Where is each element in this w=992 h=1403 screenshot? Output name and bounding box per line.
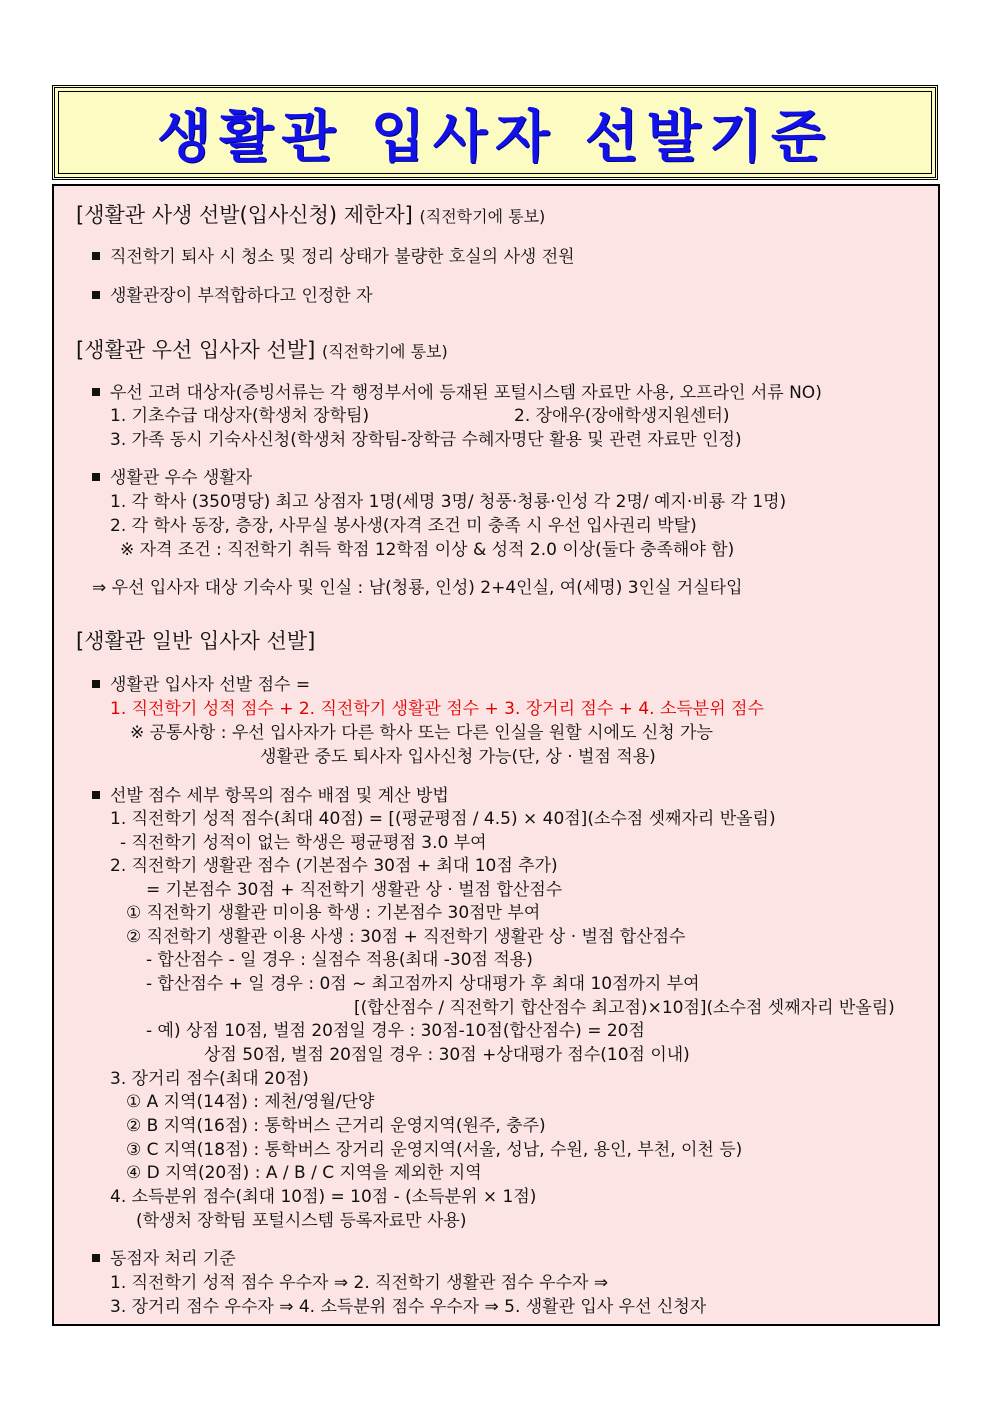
detail-3: 3. 장거리 점수(최대 20점) [110,1069,309,1089]
bullet-icon [92,1254,100,1262]
detail-3a: ① A 지역(14점) : 제천/영월/단양 [126,1092,375,1112]
priority-arrow-line: ⇒ 우선 입사자 대상 기숙사 및 인실 : 남(청룡, 인성) 2+4인실, 여(세명) 3인실 거실타입 [92,578,743,598]
list-item [92,1248,236,1270]
bullet-icon [92,291,100,299]
content-box [52,184,940,1326]
excellent-head: 생활관 우수 생활자 [110,468,253,488]
excellent-3: ※ 자격 조건 : 직전학기 취득 학점 12학점 이상 & 성적 2.0 이상(둘다 충족해야 함) [120,540,735,560]
detail-3d: ④ D 지역(20점) : A / B / C 지역을 제외한 지역 [126,1163,482,1183]
title-box [52,85,938,180]
priority-note: (직전학기에 통보) [321,342,448,361]
list-item [92,674,310,696]
list-item [92,467,252,489]
score-formula: 1. 직전학기 성적 점수 + 2. 직전학기 생활관 점수 + 3. 장거리 점수 + 4. 소득분위 점수 [110,699,764,719]
detail-2e: - 합산점수 + 일 경우 : 0점 ~ 최고점까지 상대평가 후 최대 10점까지 부여 [146,974,700,994]
detail-2d: - 합산점수 - 일 경우 : 실점수 적용(최대 -30점 적용) [146,950,533,970]
tie-2: 3. 장거리 점수 우수자 ⇒ 4. 소득분위 점수 우수자 ⇒ 5. 생활관 입사 우선 신청자 [110,1297,707,1317]
list-item [92,382,822,404]
detail-4a: (학생처 장학팀 포털시스템 등록자료만 사용) [136,1211,467,1231]
detail-1a: - 직전학기 성적이 없는 학생은 평균평점 3.0 부여 [120,833,487,853]
priority-target-3: 3. 가족 동시 기숙사신청(학생처 장학팀-장학금 수혜자명단 활용 및 관련 자료만 인정) [110,430,742,450]
bullet-icon [92,252,100,260]
priority-heading-text: [생활관 우선 입사자 선발] [76,338,316,362]
detail-2c: ② 직전학기 생활관 이용 사생 : 30점 + 직전학기 생활관 상 · 벌점 합산점수 [126,927,686,947]
detail-1: 1. 직전학기 성적 점수(최대 40점) = [(평균평점 / 4.5) × 40점](소수점 셋째자리 반올림) [110,809,776,829]
detail-2g: - 예) 상점 10점, 벌점 20점일 경우 : 30점-10점(합산점수) = 20점 [146,1021,645,1041]
detail-2: 2. 직전학기 생활관 점수 (기본점수 30점 + 최대 10점 추가) [110,856,558,876]
restriction-heading-text: [생활관 사생 선발(입사신청) 제한자] [76,203,413,227]
detail-4: 4. 소득분위 점수(최대 10점) = 10점 - (소득분위 × 1점) [110,1187,537,1207]
detail-2h: 상점 50점, 벌점 20점일 경우 : 30점 +상대평가 점수(10점 이내) [204,1045,690,1065]
excellent-1: 1. 각 학사 (350명당) 최고 상점자 1명(세명 3명/ 청풍·청룡·인성 각 2명/ 예지·비룡 각 1명) [110,492,787,512]
detail-2f: [(합산점수 / 직전학기 합산점수 최고점)×10점](소수점 셋째자리 반올림) [354,998,895,1018]
bullet-icon [92,791,100,799]
priority-target-2: 2. 장애우(장애학생지원센터) [514,406,730,426]
bullet-icon [92,388,100,396]
list-item-text: 직전학기 퇴사 시 청소 및 정리 상태가 불량한 호실의 사생 전원 [110,247,575,267]
general-heading [76,630,315,652]
tie-head: 동점자 처리 기준 [110,1249,236,1269]
list-item [92,285,373,307]
list-item [92,246,575,268]
general-heading-text: [생활관 일반 입사자 선발] [76,629,316,653]
priority-heading [76,339,448,363]
detail-2a: = 기본점수 30점 + 직전학기 생활관 상 · 벌점 합산점수 [146,880,563,900]
detail-2b: ① 직전학기 생활관 미이용 학생 : 기본점수 30점만 부여 [126,903,541,923]
detail-head: 선발 점수 세부 항목의 점수 배점 및 계산 방법 [110,786,449,806]
list-item-text: 생활관장이 부적합하다고 인정한 자 [110,286,373,306]
page-title: 생활관 입사자 선발기준 [157,104,833,170]
common-note-1: ※ 공통사항 : 우선 입사자가 다른 학사 또는 다른 인실을 원할 시에도 신청 가능 [130,723,713,743]
restriction-heading [76,204,545,228]
tie-1: 1. 직전학기 성적 점수 우수자 ⇒ 2. 직전학기 생활관 점수 우수자 ⇒ [110,1273,609,1293]
excellent-2: 2. 각 학사 동장, 층장, 사무실 봉사생(자격 조건 미 충족 시 우선 입사권리 박탈) [110,516,697,536]
score-head: 생활관 입사자 선발 점수 = [110,675,311,695]
common-note-2: 생활관 중도 퇴사자 입사신청 가능(단, 상 · 벌점 적용) [260,747,656,767]
bullet-icon [92,680,100,688]
bullet-icon [92,473,100,481]
detail-3c: ③ C 지역(18점) : 통학버스 장거리 운영지역(서울, 성남, 수원, 용인, 부천, 이천 등) [126,1140,743,1160]
priority-target-1: 1. 기초수급 대상자(학생처 장학팀) [110,406,370,426]
priority-target-head: 우선 고려 대상자(증빙서류는 각 행정부서에 등재된 포털시스템 자료만 사용, 오프라인 서류 NO) [110,383,822,403]
detail-3b: ② B 지역(16점) : 통학버스 근거리 운영지역(원주, 충주) [126,1116,546,1136]
list-item [92,785,449,807]
restriction-note: (직전학기에 통보) [419,207,546,226]
